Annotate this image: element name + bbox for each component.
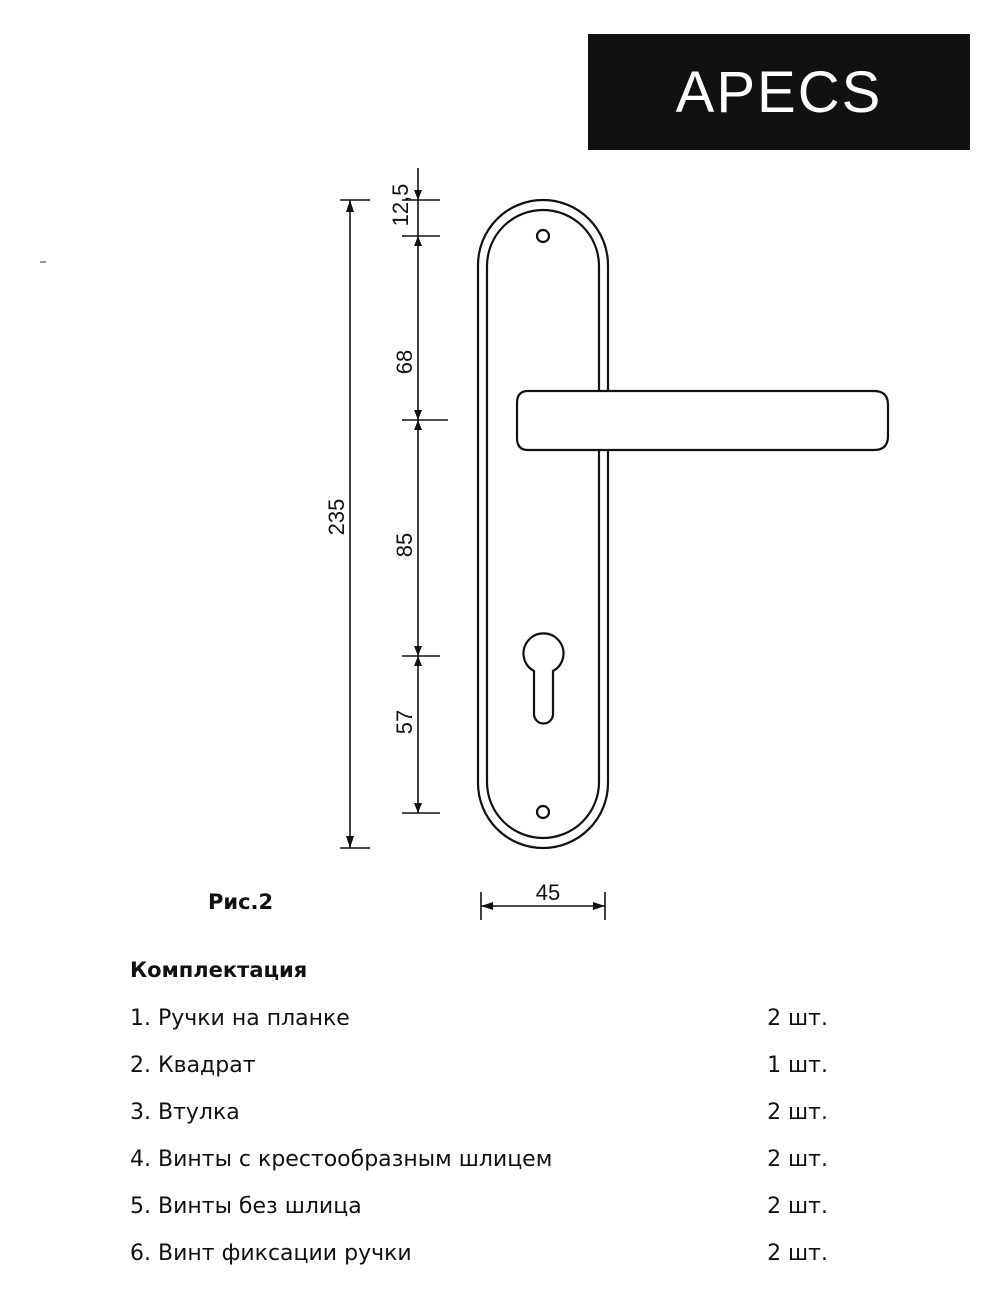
list-item bbox=[130, 1240, 850, 1287]
kit-item-qty: 2 шт. bbox=[767, 1147, 828, 1172]
kit-item-qty: 1 шт. bbox=[767, 1053, 828, 1078]
kit-list bbox=[130, 1005, 850, 1287]
list-item bbox=[130, 1099, 850, 1146]
handle-lever bbox=[517, 391, 888, 450]
kit-item-qty: 2 шт. bbox=[767, 1194, 828, 1219]
kit-item-qty: 2 шт. bbox=[767, 1241, 828, 1266]
dim-label-to-handle: 68 bbox=[392, 349, 417, 375]
dim-label-total-height: 235 bbox=[324, 498, 349, 536]
kit-item-name: 5. Винты без шлица bbox=[130, 1194, 362, 1219]
list-item bbox=[130, 1005, 850, 1052]
dim-label-key-to-bottom: 57 bbox=[392, 709, 417, 735]
kit-item-name: 3. Втулка bbox=[130, 1100, 240, 1125]
screw-hole-top bbox=[537, 230, 549, 242]
kit-title: Комплектация bbox=[130, 958, 308, 982]
list-item bbox=[130, 1146, 850, 1193]
plate-outer bbox=[478, 200, 608, 848]
dim-label-top-offset: 12,5 bbox=[388, 183, 413, 227]
kit-item-name: 4. Винты с крестообразным шлицем bbox=[130, 1147, 553, 1172]
dim-label-width: 45 bbox=[535, 880, 561, 905]
list-item bbox=[130, 1193, 850, 1240]
kit-item-qty: 2 шт. bbox=[767, 1100, 828, 1125]
figure-caption: Рис.2 bbox=[208, 890, 274, 914]
kit-item-name: 1. Ручки на планке bbox=[130, 1006, 350, 1031]
kit-item-qty: 2 шт. bbox=[767, 1006, 828, 1031]
kit-item-name: 2. Квадрат bbox=[130, 1053, 256, 1078]
keyhole bbox=[524, 633, 564, 723]
list-item bbox=[130, 1052, 850, 1099]
logo-text: APECS bbox=[675, 59, 883, 125]
kit-item-name: 6. Винт фиксации ручки bbox=[130, 1241, 412, 1266]
screw-hole-bottom bbox=[537, 806, 549, 818]
dim-label-handle-to-key: 85 bbox=[392, 532, 417, 558]
plate-inner bbox=[487, 210, 599, 838]
trademark-symbol: ® bbox=[974, 40, 982, 51]
